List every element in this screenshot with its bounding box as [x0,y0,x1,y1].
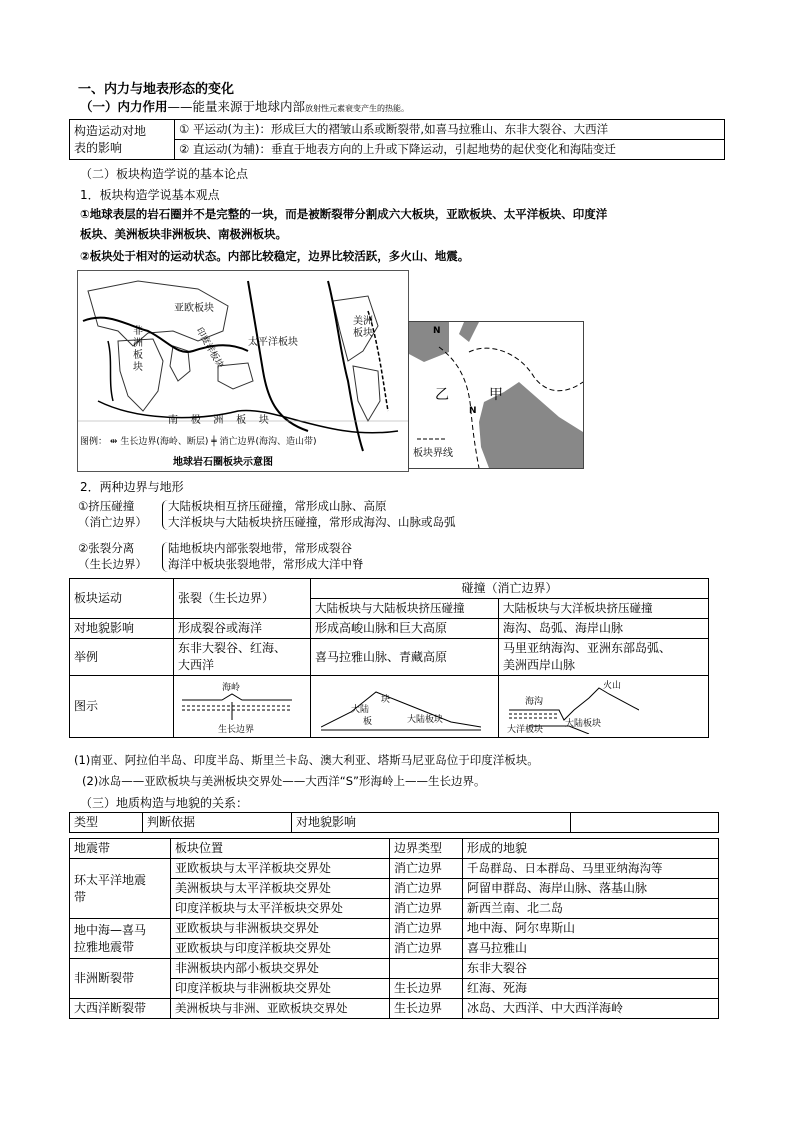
inset-yi: 乙 [435,387,449,403]
boundary-type [390,959,463,979]
subsection-small: 放射性元素衰变产生的热能。 [305,104,410,113]
label-cell [70,120,175,160]
label-line: 表的影响 [74,140,123,155]
mountain-icon [321,682,481,734]
legend-grow: 生长边界(海岭、断层) [120,437,209,447]
example-line: 美洲西岸山脉 [503,658,576,672]
d3-d: 大陆板块 [565,718,602,729]
note-1: (1)南亚、阿拉伯半岛、印度半岛、斯里兰卡岛、澳大利亚、塔斯马尼亚岛位于印度洋板块。 [74,753,539,767]
t3-header: 边界类型 [390,839,463,859]
point1-line2: 板块、美洲板块非洲板块、南极洲板块。 [80,227,287,241]
belt-name-line: 带 [74,889,87,904]
boundary-type: 消亡边界 [390,939,463,959]
d1-bottom: 生长边界 [218,724,255,735]
boundary-type: 消亡边界 [390,899,463,919]
plate-location: 美洲板块与非洲、亚欧板块交界处 [171,999,390,1019]
note-2: (2)冰岛——亚欧板块与美洲板块交界处——大西洋“S”形海岭上——生长边界。 [82,774,486,788]
collision-sub: （消亡边界） [78,515,147,529]
subsection-text: ——能量来源于地球内部 [167,99,306,114]
landform: 阿留申群岛、海岸山脉、落基山脉 [463,879,719,899]
belt-name-line: 环太平洋地震 [74,872,147,887]
d2-d: 大陆板块 [407,714,444,725]
landform: 新西兰南、北二岛 [463,899,719,919]
example-line: 大西洋 [178,658,215,672]
landform: 千岛群岛、日本群岛、马里亚纳海沟等 [463,859,719,879]
legend-subduct: 消亡边界(海沟、造山带) [219,437,317,447]
structure-table [69,812,719,833]
landform: 冰岛、大西洋、中大西洋海岭 [463,999,719,1019]
row-example-cc: 喜马拉雅山脉、青藏高原 [311,639,499,676]
section3-title: 2．两种边界与地形 [80,480,184,494]
map-caption: 地球岩石圈板块示意图 [173,457,273,468]
row-effect-label: 对地貌影响 [70,619,174,639]
plate-location: 印度洋板块与非洲板块交界处 [171,979,390,999]
t3-header: 形成的地貌 [463,839,719,859]
header-rift: 张裂（生长边界） [174,579,311,619]
row-effect-cc: 形成高峻山脉和巨大高原 [311,619,499,639]
plate-location: 非洲板块内部小板块交界处 [171,959,390,979]
boundary-type: 消亡边界 [390,919,463,939]
belt-name-line: 拉雅地震带 [74,939,135,954]
plate-location: 美洲板块与太平洋板块交界处 [171,879,390,899]
rift-heading: ②张裂分离 [78,541,135,555]
d3-c: 大洋板块 [507,724,544,735]
plate-location: 印度洋板块与太平洋板块交界处 [171,899,390,919]
vertical-movement-cell: ② 直运动(为辅)：垂直于地表方向的上升或下降运动，引起地势的起伏变化和海陆变迁 [175,140,725,160]
collision-b: 大洋板块与大陆板块挤压碰撞，常形成海沟、山脉或岛弧 [168,515,456,529]
example-line: 马里亚纳海沟、亚洲东部岛弧、 [503,641,672,655]
row-effect-co: 海沟、岛弧、海岸山脉 [499,619,709,639]
rift-a: 陆地板块内部张裂地带，常形成裂谷 [168,541,352,555]
d3-b: 海沟 [525,696,544,707]
t3-header: 板块位置 [171,839,390,859]
belt-name-line: 地中海—喜马 [74,922,147,937]
rift-diagram [174,676,311,738]
boundary-table [69,578,709,738]
row-effect-rift: 形成裂谷或海洋 [174,619,311,639]
label-indian: 印度洋板块 [193,326,225,371]
landform: 喜马拉雅山 [463,939,719,959]
header-type: 类型 [70,813,143,833]
label-antarctic: 南 极 洲 板 块 [168,415,269,426]
plate-location: 亚欧板块与非洲板块交界处 [171,919,390,939]
header-basis: 判断依据 [143,813,292,833]
rift-sub: （生长边界） [78,557,147,571]
header-impact: 对地貌影响 [292,813,571,833]
subsection-prefix: （一）内力作用 [80,99,168,114]
tectonic-movement-table [69,119,725,160]
example-line: 东非大裂谷、红海、 [178,641,287,655]
subduction-diagram [499,676,709,738]
point1-title: 1．板块构造学说基本观点 [80,188,220,202]
row-example-co [499,639,709,676]
plate-location: 亚欧板块与太平洋板块交界处 [171,859,390,879]
row-diagram-label: 图示 [70,676,174,738]
collision-heading: ①挤压碰撞 [78,499,135,513]
landform: 红海、死海 [463,979,719,999]
inset-n2: N [469,406,477,416]
ridge-icon [182,690,292,720]
map-legend [80,434,317,447]
section-title: 一、内力与地表形态的变化 [78,82,235,97]
section4-title: （三）地质构造与地貌的关系： [80,796,249,810]
d2-b: 块 [381,694,391,705]
d2-a: 大陆 [351,704,370,715]
header-collide: 碰撞（消亡边界） [311,579,709,599]
collision-diagram [311,676,499,738]
header-motion: 板块运动 [70,579,174,619]
d2-c: 板 [363,716,373,727]
growth-boundary-icon: ⇹ [109,437,118,447]
label-eurasia: 亚欧板块 [174,303,214,314]
d3-a: 火山 [603,680,622,691]
boundary-type: 消亡边界 [390,879,463,899]
inset-map [408,321,584,469]
horizontal-movement-cell: ① 平运动(为主)：形成巨大的褶皱山系或断裂带,如喜马拉雅山、东非大裂谷、大西洋 [175,120,725,140]
collision-a: 大陆板块相互挤压碰撞，常形成山脉、高原 [168,499,387,513]
label-line: 构造运动对地 [74,123,147,138]
header-continent-continent: 大陆板块与大陆板块挤压碰撞 [311,599,499,619]
label-america: 美洲板块 [353,316,373,339]
boundary-type: 生长边界 [390,979,463,999]
inset-jia: 甲 [489,387,503,403]
belt-africa: 非洲断裂带 [70,959,171,999]
belt-mediterranean [70,919,171,959]
row-example-rift [174,639,311,676]
belt-pacific [70,859,171,919]
empty-cell [571,813,719,833]
row-example-label: 举例 [70,639,174,676]
header-continent-ocean: 大陆板块与大洋板块挤压碰撞 [499,599,709,619]
section2-title: （二）板块构造学说的基本论点 [80,167,249,181]
legend-prefix: 图例： [80,437,108,447]
belt-atlantic: 大西洋断裂带 [70,999,171,1019]
boundary-type: 生长边界 [390,999,463,1019]
point2: ②板块处于相对的运动状态。内部比较稳定，边界比较活跃，多火山、地震。 [80,249,470,263]
subsection-heading [80,97,409,115]
rift-b: 海洋中板块张裂地带，常形成大洋中脊 [168,557,364,571]
d1-top: 海岭 [222,682,241,693]
boundary-type: 消亡边界 [390,859,463,879]
label-africa: 非洲板块 [133,326,143,373]
plate-location: 亚欧板块与印度洋板块交界处 [171,939,390,959]
landform: 地中海、阿尔卑斯山 [463,919,719,939]
earthquake-belt-table [69,838,719,1019]
t3-header: 地震带 [70,839,171,859]
point1-line1: ①地球表层的岩石圈并不是完整的一块，而是被断裂带分割成六大板块，亚欧板块、太平洋板块、印度洋 [80,207,608,221]
inset-legend: 板块界线 [413,448,453,459]
inset-n1: N [433,326,441,336]
subduction-boundary-icon: ╪ [211,437,217,447]
label-pacific: 太平洋板块 [248,337,298,348]
plate-map [77,270,409,472]
landform: 东非大裂谷 [463,959,719,979]
